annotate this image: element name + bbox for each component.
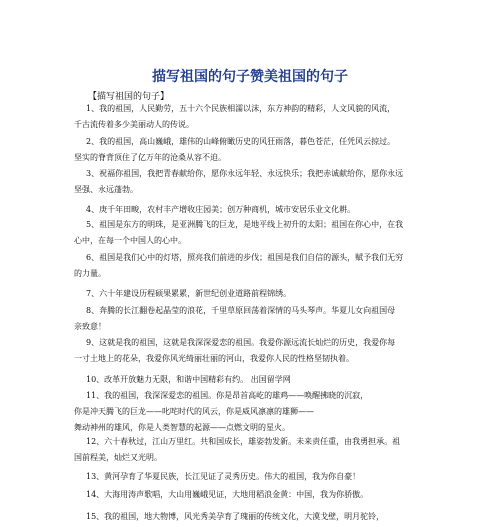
item-line: 5、祖国是东方的明珠，是亚洲腾飞的巨龙，是地平线上初升的太阳；祖国在你心中，在我 [86, 220, 404, 229]
item-line: 8、奔腾的长江翻卷起晶莹的浪花，千里草原回荡着深情的马头琴声。华夏儿女向祖国母 [86, 306, 396, 315]
item-line: 12、六十春秋过，江山万里红。共和国成长，雄姿勃发新。未来责任重，由我勇担承。祖 [86, 437, 401, 446]
item-line: 15、我的祖国，地大物博，风光秀美孕育了瑰丽的传统文化，大漠戈壁，明月驼铃， [86, 512, 385, 521]
item-line: 4、庚千年田畯，农村丰产增收庄园美；创万种商机，城市安居乐业文化耕。 [86, 205, 356, 214]
item-line: 心中，在每一个中国人的心中。 [74, 236, 186, 245]
document-title: 描写祖国的句子赞美祖国的句子 [152, 69, 348, 85]
list-item [74, 166, 432, 198]
list-item [74, 134, 432, 166]
list-item [74, 303, 432, 335]
item-line: 国前程美，灿烂又光明。 [74, 453, 162, 462]
item-line: 9、这就是我的祖国，这就是我深深爱恋的祖国。我爱你源远流长灿烂的历史，我爱你每 [86, 338, 396, 347]
section-label: 【描写祖国的句子】 [88, 92, 170, 102]
list-item [74, 434, 432, 466]
list-item [74, 372, 432, 388]
list-item [74, 202, 432, 218]
list-item [74, 101, 432, 133]
list-item [74, 469, 432, 485]
item-line: 11、我的祖国，我深深爱恋的祖国。你是昂首高屹的雄鸡——唤醒拂晓的沉寂， [86, 391, 369, 400]
list-item [74, 335, 432, 367]
list-item [74, 217, 432, 249]
item-line: 13、黄河孕育了华夏民族，长江见证了灵秀历史。伟大的祖国，我为你自豪！ [86, 472, 361, 481]
item-line: 2、我的祖国，高山巍峨，雄伟的山峰俯瞰历史的风狂雨落，暮色苍茫，任凭风云掠过。 [86, 137, 396, 146]
list-item [74, 487, 432, 503]
list-item [74, 509, 432, 525]
item-line: 亲致意！ [74, 322, 106, 331]
item-line: 3、祝福你祖国，我把青春献给你，愿你永远年轻、永远快乐；我把赤诚献给你，愿你永远 [86, 169, 404, 178]
item-line: 1、我的祖国，人民勤劳，五十六个民族相濡以沫，东方神韵的精彩，人文风貌的风流， [86, 104, 396, 113]
item-line: 坚强、永远蓬勃。 [74, 185, 138, 194]
item-line: 舞动神州的雄风，你是人类智慧的起源——点燃文明的星火。 [74, 423, 290, 432]
list-item [74, 250, 432, 282]
item-line: 你是冲天腾飞的巨龙——叱咤时代的风云，你是威风凛凛的雄狮—— [74, 407, 314, 416]
item-line: 14、大海用涛声歌唱，大山用巍峨见证，大地用稻浪金黄：中国，我为你骄傲。 [86, 490, 369, 499]
item-line: 一寸土地上的花朵，我爱你风光绮丽壮丽的河山，我爱你人民的性格坚韧执着。 [74, 354, 354, 363]
item-line: 的力量。 [74, 269, 106, 278]
item-line: 10、改革开放魅力无限，和谐中国精彩有约。 出国留学网 [86, 375, 291, 384]
item-line: 千古流传着多少美丽动人的传说。 [74, 120, 194, 129]
list-item [74, 388, 432, 436]
item-line: 坚实的脊背顶住了亿万年的沧桑从容不迫。 [74, 153, 226, 162]
list-item [74, 286, 432, 302]
item-line: 7、六十年建设历程硕果累累，新世纪创业道路前程锦绣。 [86, 289, 292, 298]
item-line: 6、祖国是我们心中的灯塔，照亮我们前进的步伐；祖国是我们自信的源头，赋予我们无穷 [86, 253, 404, 262]
